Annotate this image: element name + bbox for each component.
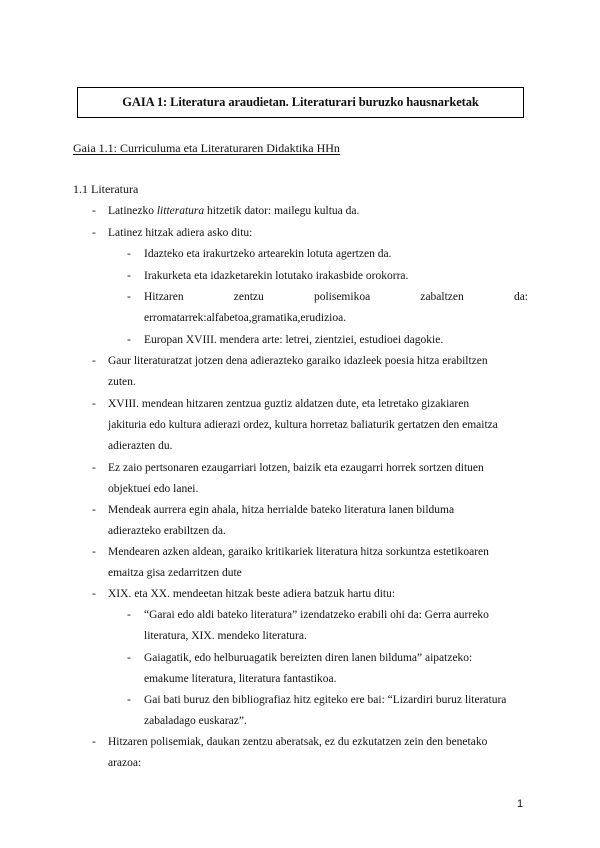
latin-word: litteratura — [156, 205, 205, 217]
section-heading: 1.1 Literatura — [73, 182, 139, 196]
word: polisemikoa — [313, 291, 371, 303]
list-item-8: Ez zaio pertsonaren ezaugarriari lotzen, baizik eta ezaugarri horrek sortzen dituen — [108, 462, 484, 474]
sublist-dash: - — [127, 248, 131, 260]
sublist-item-5: Europan XVIII. mendera arte: letrei, zientziei, estudioei dagokie. — [144, 334, 444, 346]
list-dash: - — [92, 355, 96, 367]
list-item-7-cont: jakituria edo kultura adierazi ordez, kultura horretaz baliaturik gertatzen den emaitza — [108, 419, 498, 431]
word: zabaltzen — [420, 291, 464, 303]
sublist-dash: - — [127, 652, 131, 664]
list-dash: - — [92, 588, 96, 600]
list-item-text: Latinezko — [108, 205, 157, 217]
sublist-item-13: Gaiagatik, edo helburuagatik bereizten diren lanen bilduma” aipatzeko: — [144, 652, 473, 664]
list-item-9: Mendeak aurrera egin ahala, hitza herrialde bateko literatura lanen bilduma — [108, 504, 455, 516]
sublist-item-12-cont: literatura, XIX. mendeko literatura. — [144, 630, 307, 642]
word: da: — [513, 291, 528, 303]
list-item-15-cont: arazoa: — [108, 757, 142, 769]
list-item-10-cont: emaitza gisa zedarritzen dute — [108, 567, 242, 579]
document-title: GAIA 1: Literatura araudietan. Literaturari buruzko hausnarketak — [122, 95, 479, 109]
sublist-item-12: “Garai edo aldi bateko literatura” izendatzeko erabili ohi da: Gerra aurreko — [144, 609, 489, 621]
list-dash: - — [92, 227, 96, 239]
subtitle: Gaia 1.1: Curriculuma eta Literaturaren Didaktika HHn — [73, 141, 340, 155]
list-dash: - — [92, 736, 96, 748]
list-item-15: Hitzaren polisemiak, daukan zentzu aberatsak, ez du ezkutatzen zein den benetako — [108, 736, 488, 748]
sublist-item-4-cont: erromatarrek:alfabetoa,gramatika,erudizioa. — [144, 312, 347, 324]
list-item-10: Mendearen azken aldean, garaiko kritikariek literatura hitza sorkuntza estetikoaren — [108, 546, 489, 558]
word: Hitzaren — [144, 291, 184, 303]
list-item-text: hitzetik dator: mailegu kultua da. — [204, 205, 360, 217]
list-item-6-cont: zuten. — [108, 376, 136, 388]
sublist-dash: - — [127, 291, 131, 303]
sublist-item-13-cont: emakume literatura, literatura fantastikoa. — [144, 673, 337, 685]
sublist-dash: - — [127, 694, 131, 706]
list-item-8-cont: objektuei edo lanei. — [108, 483, 199, 495]
list-dash: - — [92, 398, 96, 410]
sublist-item-4 — [144, 290, 528, 304]
list-item-7-cont: adierazten du. — [108, 440, 173, 452]
list-dash: - — [92, 504, 96, 516]
list-dash: - — [92, 205, 96, 217]
list-item-9-cont: adierazteko erabiltzen da. — [108, 525, 226, 537]
list-item-11: XIX. eta XX. mendeetan hitzak beste adiera batzuk hartu ditu: — [108, 588, 396, 600]
list-dash: - — [92, 462, 96, 474]
page-number: 1 — [517, 798, 524, 810]
sublist-item-14-cont: zabaladago euskaraz”. — [144, 715, 247, 727]
sublist-dash: - — [127, 609, 131, 621]
sublist-dash: - — [127, 270, 131, 282]
sublist-item-14: Gai bati buruz den bibliografiaz hitz egiteko ere bai: “Lizardiri buruz literatura — [144, 694, 507, 706]
sublist-dash: - — [127, 334, 131, 346]
list-item-0 — [108, 204, 359, 218]
title-box — [77, 87, 524, 118]
list-item-1: Latinez hitzak adiera asko ditu: — [108, 227, 253, 239]
word: zentzu — [233, 291, 264, 303]
list-dash: - — [92, 546, 96, 558]
list-item-6: Gaur literaturatzat jotzen dena adierazteko garaiko idazleek poesia hitza erabiltzen — [108, 355, 488, 367]
sublist-item-3: Irakurketa eta idazketarekin lotutako irakasbide orokorra. — [144, 270, 409, 282]
list-item-7: XVIII. mendean hitzaren zentzua guztiz aldatzen dute, eta letretako gizakiaren — [108, 398, 470, 410]
sublist-item-2: Idazteko eta irakurtzeko artearekin lotuta agertzen da. — [144, 248, 392, 260]
